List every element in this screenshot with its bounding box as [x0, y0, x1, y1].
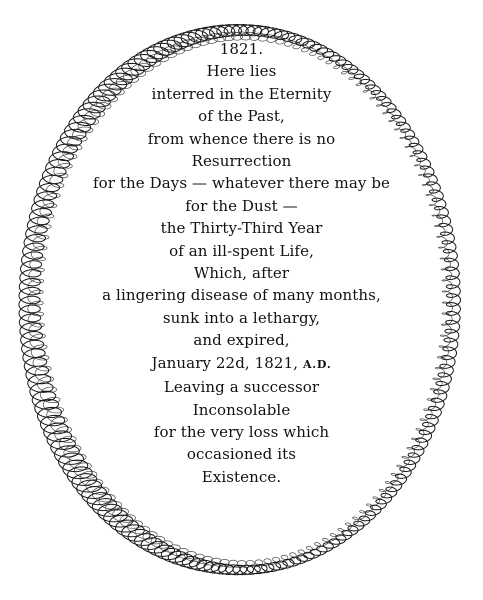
epitaph-line: and expired, — [193, 331, 290, 350]
epitaph-line: occasioned its — [186, 445, 297, 464]
epitaph-year: 1821. — [219, 40, 264, 58]
epitaph-line: for the Days — whatever there may be — [92, 174, 391, 193]
epitaph-line: from whence there is no — [147, 129, 336, 148]
epitaph-era: A.D. — [302, 357, 332, 371]
epitaph-line: Leaving a successor — [163, 378, 320, 397]
epitaph-line: sunk into a lethargy, — [162, 308, 321, 327]
epitaph-date-line — [60, 352, 423, 376]
epitaph-line: for the Dust — — [185, 196, 298, 215]
epitaph-line: Here lies — [206, 62, 277, 81]
epitaph-line: the Thirty-Third Year — [160, 219, 323, 238]
epitaph-line: Resurrection — [191, 152, 292, 171]
epitaph-line: for the very loss which — [153, 422, 330, 441]
epitaph-line: interred in the Eternity — [151, 84, 332, 103]
epitaph-line: Inconsolable — [192, 400, 291, 419]
epitaph-text — [60, 38, 423, 488]
epitaph-line: of the Past, — [198, 107, 285, 126]
epitaph-line: a lingering disease of many months, — [102, 286, 381, 305]
epitaph-date: January 22d, 1821, — [151, 353, 299, 372]
epitaph-line: Which, after — [193, 264, 290, 283]
epitaph-line: of an ill-spent Life, — [169, 241, 314, 260]
epitaph-line: Existence. — [201, 467, 282, 486]
